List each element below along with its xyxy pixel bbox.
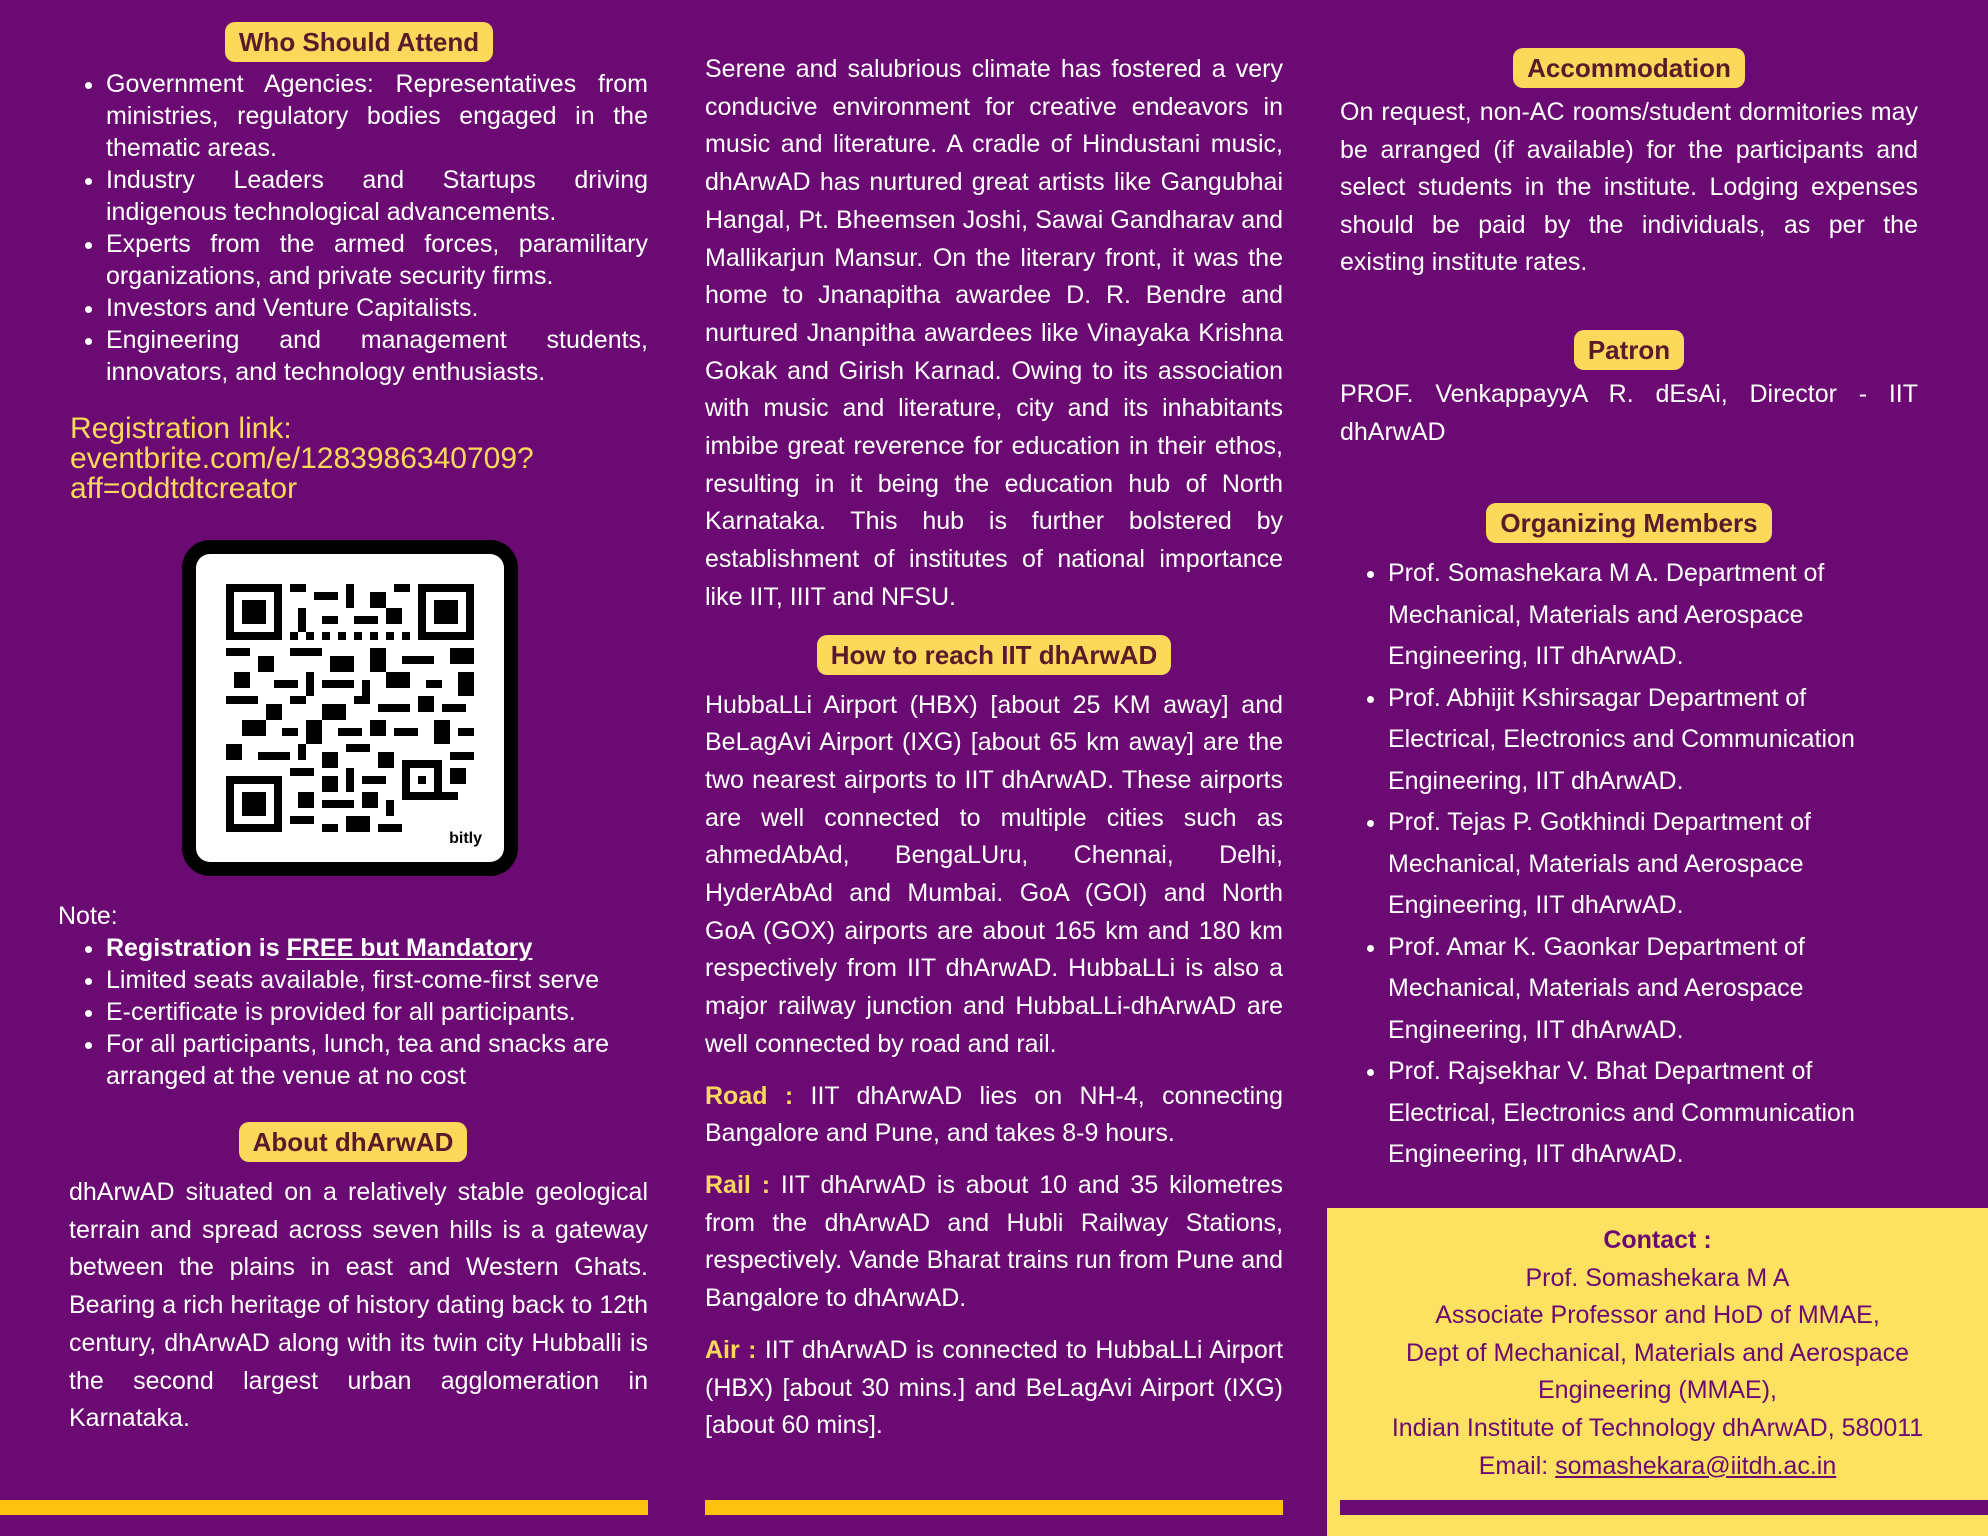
patron-heading: Patron xyxy=(1574,330,1684,370)
registration-link-line2[interactable]: aff=oddtdtcreator xyxy=(70,472,298,505)
right-column xyxy=(1340,0,1918,1176)
patron-text: PROF. VenkappayyA R. dEsAi, Director - IIT dhArwAD xyxy=(1340,379,1918,446)
note-list xyxy=(58,932,648,1092)
culture-text: Serene and salubrious climate has fostered a very conducive environment for creative endeavors in music and literature. A cradle of Hindustani music, dhArwAD has nurtured great artists like Gangubhai Hangal, Pt. Bheemsen Joshi, Sawai Gandharav and Mallikarjun Mansur. On the literary front, it was the home to Jnanapitha awardee D. R. Bendre and nurtured Jnanpitha awardees like Vinayaka Krishna Gokak and Girish Karnad. Owing to its association with music and literature, city and its inhabitants imbibe great reverence for education in their ethos, resulting in it being the education hub of North Karnataka. This hub is further bolstered by establishment of institutes of national importance like IIT, IIIT and NFSU. xyxy=(705,55,1283,611)
registration-label: Registration link: xyxy=(70,412,292,445)
email-label: Email: xyxy=(1478,1451,1556,1480)
who-should-attend-list xyxy=(60,68,648,388)
list-item: • Investors and Venture Capitalists. xyxy=(106,292,648,324)
list-item: • Prof. Somashekara M A. Department of Mechanical, Materials and Aerospace Engineering, IIT dhArwAD. xyxy=(1388,553,1918,678)
middle-column xyxy=(705,0,1283,1445)
contact-role: Associate Professor and HoD of MMAE, xyxy=(1435,1301,1880,1330)
list-item: • Engineering and management students, innovators, and technology enthusiasts. xyxy=(106,324,648,388)
reach-text: HubbaLLi Airport (HBX) [about 25 KM away] and BeLagAvi Airport (IXG) [about 65 km away] are the two nearest airports to IIT dhArwAD. These airports are well connected to multiple cities such as ahmedAbAd, BengaLUru, Chennai, Delhi, HyderAbAd and Mumbai. GoA (GOI) and North GoA (GOX) airports are about 165 km and 180 km respectively from IIT dhArwAD. HubbaLLi is also a major railway junction and HubbaLLi-dhArwAD are well connected by road and rail. xyxy=(705,690,1283,1058)
registration-block xyxy=(70,414,648,504)
list-item: • Experts from the armed forces, paramilitary organizations, and private security firms. xyxy=(106,228,648,292)
bottom-bar-middle xyxy=(705,1500,1283,1515)
list-item: • Government Agencies: Representatives from ministries, regulatory bodies engaged in the thematic areas. xyxy=(106,68,648,164)
rail-text xyxy=(705,1167,1283,1318)
contact-name: Prof. Somashekara M A xyxy=(1525,1263,1790,1292)
bottom-bar-right xyxy=(1340,1500,1988,1515)
registration-link-line1[interactable]: eventbrite.com/e/1283986340709? xyxy=(70,442,534,475)
qr-code[interactable] xyxy=(182,540,518,876)
list-item: • Prof. Abhijit Kshirsagar Department of Electrical, Electronics and Communication Engineering, IIT dhArwAD. xyxy=(1388,678,1918,803)
road-label: Road : xyxy=(705,1081,794,1110)
organizing-members-list xyxy=(1340,553,1918,1176)
organizing-members-heading: Organizing Members xyxy=(1486,503,1771,543)
accommodation-heading: Accommodation xyxy=(1513,48,1745,88)
bitly-logo: bitly xyxy=(449,830,482,847)
list-item xyxy=(106,932,648,964)
bottom-bar-left xyxy=(0,1500,648,1515)
air-detail: IIT dhArwAD is connected to HubbaLLi Airport (HBX) [about 30 mins.] and BeLagAvi Airport (IXG) [about 60 mins]. xyxy=(705,1335,1284,1440)
registration-free-text: Registration is xyxy=(106,934,287,962)
contact-title: Contact : xyxy=(1603,1226,1712,1254)
qr-pattern-icon xyxy=(226,584,474,832)
contact-email-line xyxy=(1327,1448,1988,1486)
list-item: • Prof. Rajsekhar V. Bhat Department of Electrical, Electronics and Communication Engineering, IIT dhArwAD. xyxy=(1388,1051,1918,1176)
accommodation-text: On request, non-AC rooms/student dormitories may be arranged (if available) for the participants and select students in the institute. Lodging expenses should be paid by the individuals, as per the existing institute rates. xyxy=(1340,98,1918,277)
air-text xyxy=(705,1332,1283,1445)
how-to-reach-heading: How to reach IIT dhArwAD xyxy=(817,635,1171,675)
note-label: Note: xyxy=(58,902,118,930)
list-item: • Prof. Tejas P. Gotkhindi Department of Mechanical, Materials and Aerospace Engineering, IIT dhArwAD. xyxy=(1388,802,1918,927)
air-label: Air : xyxy=(705,1335,757,1364)
note-block xyxy=(58,900,648,1092)
about-text: dhArwAD situated on a relatively stable geological terrain and spread across seven hills is a gateway between the plains in east and Western Ghats. Bearing a rich heritage of history dating back to 12th century, dhArwAD along with its twin city Hubballi is the second largest urban agglomeration in Karnataka. xyxy=(69,1178,648,1433)
road-text xyxy=(705,1078,1283,1153)
list-item: • Prof. Amar K. Gaonkar Department of Mechanical, Materials and Aerospace Engineering, IIT dhArwAD. xyxy=(1388,927,1918,1052)
list-item: • E-certificate is provided for all participants. xyxy=(106,996,648,1028)
free-but-mandatory-text: FREE but Mandatory xyxy=(286,934,533,962)
rail-label: Rail : xyxy=(705,1170,771,1199)
contact-box xyxy=(1327,1208,1988,1536)
contact-dept: Dept of Mechanical, Materials and Aerospace Engineering (MMAE), xyxy=(1405,1338,1910,1405)
list-item: • Limited seats available, first-come-first serve xyxy=(106,964,648,996)
contact-email-link[interactable]: somashekara@iitdh.ac.in xyxy=(1555,1451,1837,1480)
road-detail: IIT dhArwAD lies on NH-4, connecting Bangalore and Pune, and takes 8-9 hours. xyxy=(705,1081,1283,1148)
about-heading: About dhArwAD xyxy=(239,1122,468,1162)
list-item: • Industry Leaders and Startups driving indigenous technological advancements. xyxy=(106,164,648,228)
who-should-attend-heading: Who Should Attend xyxy=(225,22,493,62)
left-column xyxy=(58,0,648,1438)
contact-institute: Indian Institute of Technology dhArwAD, 580011 xyxy=(1391,1413,1924,1442)
rail-detail: IIT dhArwAD is about 10 and 35 kilometres from the dhArwAD and Hubli Railway Stations, respectively. Vande Bharat trains run from Pune and Bangalore to dhArwAD. xyxy=(705,1170,1283,1313)
list-item: • For all participants, lunch, tea and snacks are arranged at the venue at no cost xyxy=(106,1028,648,1092)
